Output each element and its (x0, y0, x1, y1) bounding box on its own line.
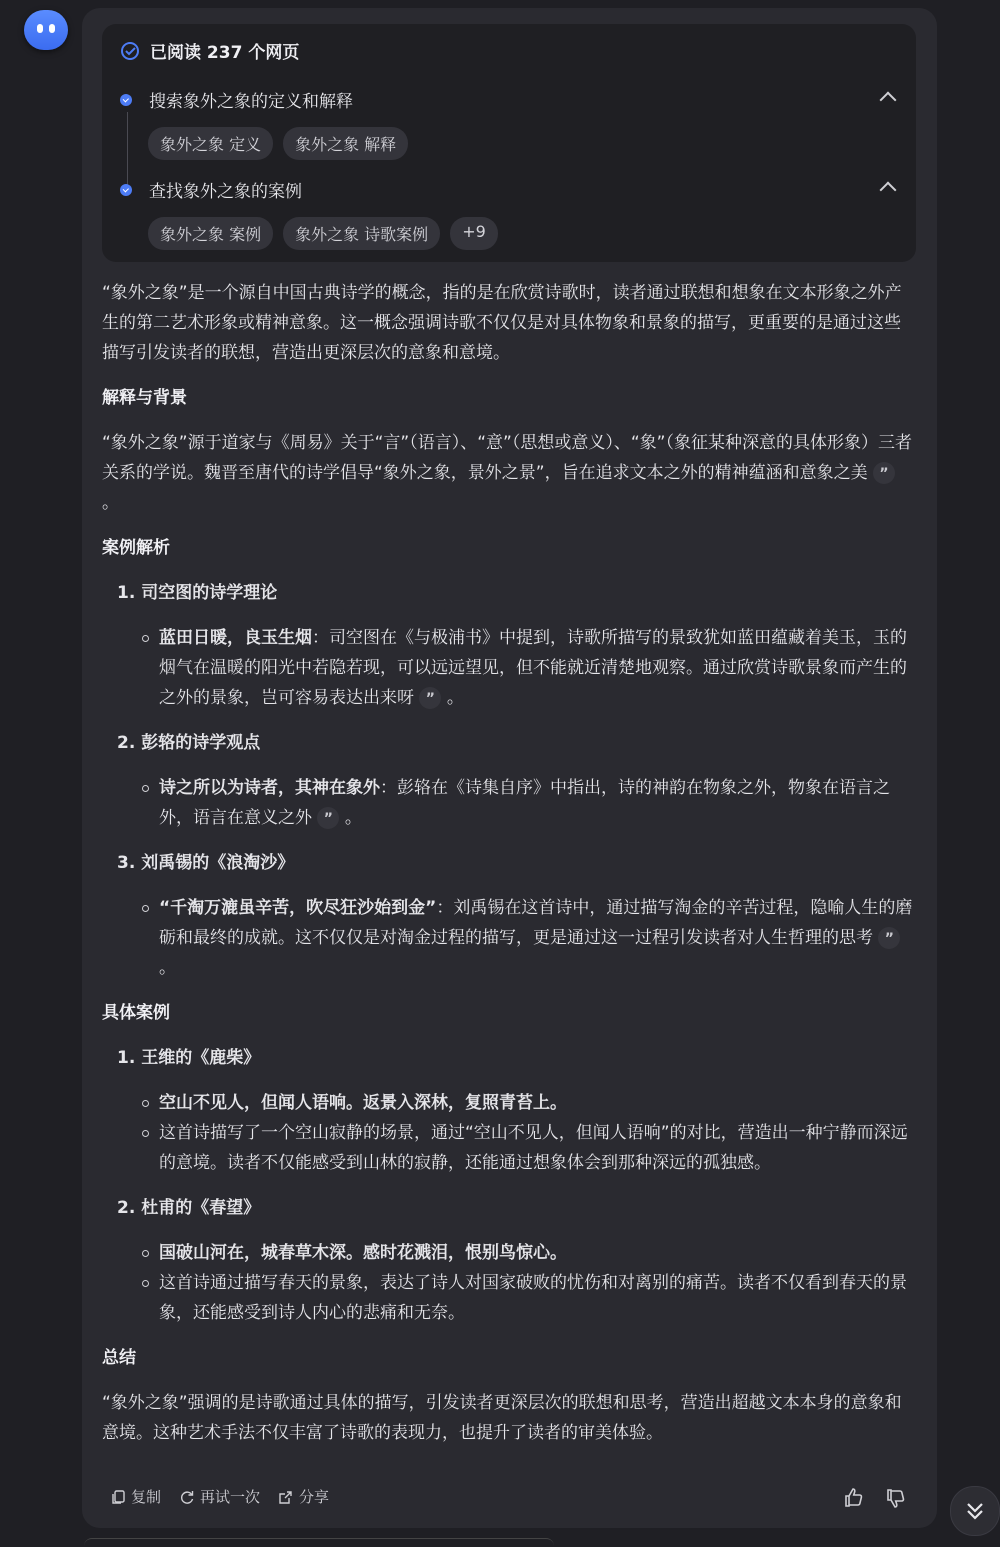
step-label: 搜索象外之象的定义和解释 (149, 92, 353, 112)
chevron-up-icon[interactable] (880, 182, 897, 199)
citation-icon[interactable]: ” (419, 687, 441, 709)
case-text: ：司空图在《与极浦书》中提到，诗歌所描写的景致犹如蓝田蕴藏着美玉，玉的烟气在温暖的阳光中若隐若现，可以远远望见，但不能就近清楚地观察。通过欣赏诗歌景象而产生的之外的景象，岂可容易表达出来呀 (159, 628, 907, 708)
section-heading: 案例解析 (102, 538, 170, 558)
example-bullet (102, 1088, 917, 1118)
example-bullet: 这首诗通过描写春天的景象，表达了诗人对国家破败的忧伤和对离别的痛苦。读者不仅看到春天的景象，还能感受到诗人内心的悲痛和无奈。 (102, 1268, 917, 1328)
search-summary-header[interactable] (120, 38, 299, 63)
search-step-1[interactable] (120, 87, 353, 112)
refresh-icon (179, 1489, 195, 1505)
case-text: ：刘禹锡在这首诗中，通过描写淘金的辛苦过程，隐喻人生的磨砺和最终的成就。这不仅仅是对淘金过程的描写，更是通过这一过程引发读者对人生哲理的思考 (159, 898, 913, 948)
example-title: 2. 杜甫的《春望》 (117, 1198, 261, 1218)
keyword-chip[interactable]: 象外之象 解释 (283, 127, 408, 160)
citation-icon[interactable]: ” (873, 462, 895, 484)
copy-button[interactable] (110, 1486, 161, 1507)
more-sources-chip[interactable]: +9 (450, 217, 498, 250)
case-title: 3. 刘禹锡的《浪淘沙》 (117, 853, 295, 873)
share-label: 分享 (299, 1488, 330, 1506)
share-button[interactable] (278, 1486, 329, 1507)
case-bullet (102, 773, 917, 833)
example-bullet: 这首诗描写了一个空山寂静的场景，通过“空山不见人，但闻人语响”的对比，营造出一种宁静而深远的意境。读者不仅能感受到山林的寂静，还能通过想象体会到那种深远的孤独感。 (102, 1118, 917, 1178)
period: 。 (344, 808, 362, 828)
section-heading: 总结 (102, 1348, 136, 1368)
case-bullet (102, 623, 917, 713)
check-circle-icon (120, 41, 140, 61)
retry-button[interactable] (179, 1486, 260, 1507)
citation-icon[interactable]: ” (878, 927, 900, 949)
section-heading: 具体案例 (102, 1003, 170, 1023)
thumbs-up-icon[interactable] (842, 1486, 866, 1510)
double-chevron-down-icon (963, 1499, 987, 1523)
chevron-up-icon[interactable] (880, 92, 897, 109)
copy-icon (110, 1489, 126, 1505)
background-paragraph (102, 428, 917, 518)
keyword-chips-1 (148, 127, 408, 160)
intro-paragraph: “象外之象”是一个源自中国古典诗学的概念，指的是在欣赏诗歌时，读者通过联想和想象在文本形象之外产生的第二艺术形象或精神意象。这一概念强调诗歌不仅仅是对具体物象和景象的描写，更重要的是通过这些描写引发读者的联想，营造出更深层次的意象和意境。 (102, 283, 902, 363)
answer-toolbar (110, 1486, 329, 1507)
period: 。 (159, 958, 176, 978)
search-step-2[interactable] (120, 177, 302, 202)
keyword-chips-2 (148, 217, 498, 250)
retry-label: 再试一次 (200, 1488, 261, 1506)
assistant-avatar (24, 10, 68, 50)
keyword-chip[interactable]: 象外之象 诗歌案例 (283, 217, 440, 250)
avatar-eye-right (49, 24, 55, 33)
share-icon (278, 1489, 294, 1505)
search-summary-panel (102, 24, 916, 262)
keyword-chip[interactable]: 象外之象 案例 (148, 217, 273, 250)
period: 。 (102, 493, 119, 513)
answer-body (102, 278, 917, 1448)
scroll-to-bottom-button[interactable] (950, 1486, 1000, 1536)
case-title: 1. 司空图的诗学理论 (117, 583, 278, 603)
bold-quote: 诗之所以为诗者，其神在象外 (159, 778, 380, 798)
keyword-chip[interactable]: 象外之象 定义 (148, 127, 273, 160)
example-title: 1. 王维的《鹿柴》 (117, 1048, 261, 1068)
poem-line: 国破山河在，城春草木深。感时花溅泪，恨别鸟惊心。 (159, 1243, 567, 1263)
step-done-icon (120, 94, 132, 106)
step-label: 查找象外之象的案例 (149, 182, 302, 202)
case-text: ：彭辂在《诗集自序》中指出，诗的神韵在物象之外，物象在语言之外，语言在意义之外 (159, 778, 890, 828)
case-bullet (102, 893, 917, 983)
case-title: 2. 彭辂的诗学观点 (117, 733, 261, 753)
step-done-icon (120, 184, 132, 196)
copy-label: 复制 (131, 1488, 162, 1506)
bold-quote: 蓝田日暖，良玉生烟 (159, 628, 312, 648)
summary-paragraph: “象外之象”强调的是诗歌通过具体的描写，引发读者更深层次的联想和思考，营造出超越文本本身的意象和意境。这种艺术手法不仅丰富了诗歌的表现力，也提升了读者的审美体验。 (102, 1393, 902, 1443)
thumbs-down-icon[interactable] (884, 1486, 908, 1510)
section-heading: 解释与背景 (102, 388, 187, 408)
avatar-eye-left (37, 24, 43, 33)
poem-line: 空山不见人，但闻人语响。返景入深林，复照青苔上。 (159, 1093, 567, 1113)
example-bullet (102, 1238, 917, 1268)
pages-read-title: 已阅读 237 个网页 (150, 43, 300, 63)
citation-icon[interactable]: ” (317, 807, 339, 829)
bold-quote: “千淘万漉虽辛苦，吹尽狂沙始到金” (159, 898, 437, 918)
background-text: “象外之象”源于道家与《周易》关于“言”（语言）、“意”（思想或意义）、“象”（象征某种深意的具体形象）三者关系的学说。魏晋至唐代的诗学倡导“象外之象，景外之景”，旨在追求文本之外的精神蕴涵和意象之美 (102, 433, 912, 483)
period: 。 (446, 688, 464, 708)
